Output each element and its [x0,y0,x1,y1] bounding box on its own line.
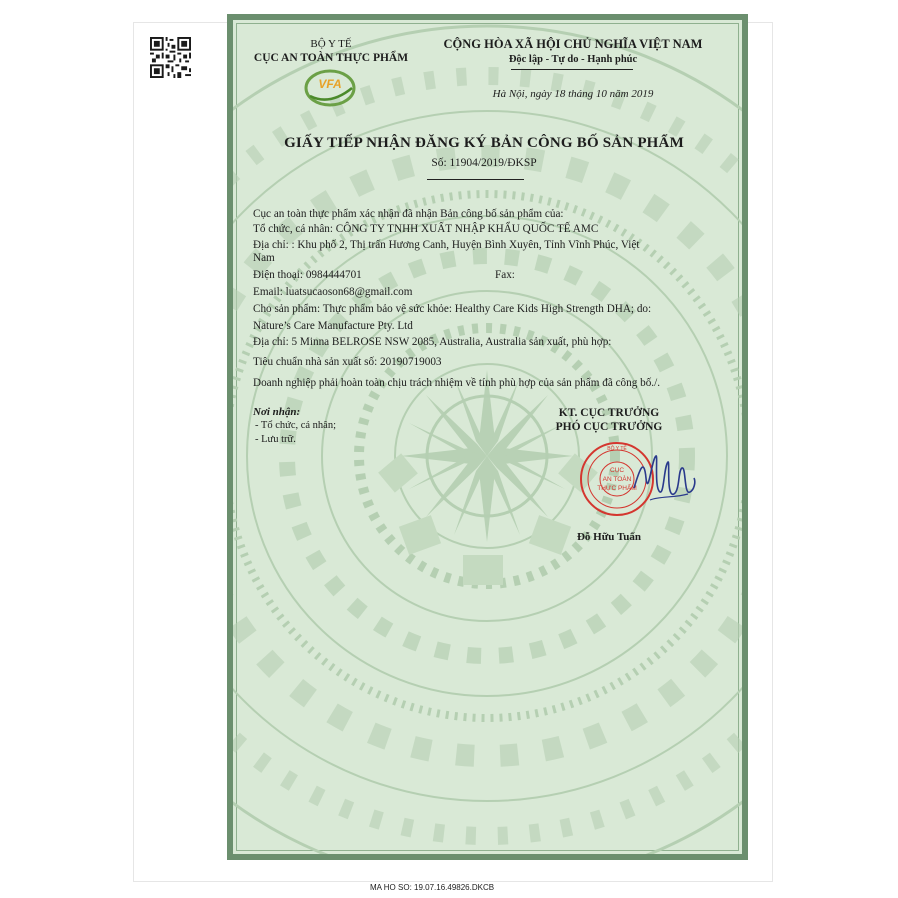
stamp-text-line-1: CỤC [609,467,625,474]
vfa-logo [300,66,360,108]
intro-line: Cục an toàn thực phẩm xác nhận đã nhận Bản công bố sản phẩm của: [253,208,564,220]
email-line: Email: luatsucaoson68@gmail.com [253,286,413,298]
handwritten-signature [630,448,698,508]
address-line-1: Địa chỉ: : Khu phố 2, Thị trấn Hương Canh, Huyện Bình Xuyên, Tỉnh Vĩnh Phúc, Việt [253,239,640,251]
document-number: Số: 11904/2019/ĐKSP [431,157,537,169]
dossier-code: MA HO SO: 19.07.16.49826.DKCB [370,883,495,892]
number-underline [427,179,524,180]
standard-line: Tiêu chuẩn nhà sản xuất số: 20190719003 [253,356,442,368]
recipient-item: - Tổ chức, cá nhân; [255,420,337,431]
responsibility-line: Doanh nghiệp phải hoàn toàn chịu trách nhiệm về tính phù hợp của sản phẩm đã công bố./. [253,377,661,389]
qr-code [150,37,191,78]
stamp-text-line-2: AN TOÀN [602,476,632,483]
stamp-text-line-3: THỰC PHẨM [597,485,637,492]
republic-name: CỘNG HÒA XÃ HỘI CHỦ NGHĨA VIỆT NAM [443,37,703,51]
ministry-name: BỘ Y TẾ [310,38,352,50]
organization-line: Tổ chức, cá nhân: CÔNG TY TNHH XUẤT NHẬP KHẨU QUỐC TẾ AMC [253,223,599,235]
manufacturer-address-line: Địa chỉ: 5 Minna BELROSE NSW 2085, Australia, Australia sản xuất, phù hợp: [253,336,612,348]
department-name: CỤC AN TOÀN THỰC PHẨM [253,52,409,64]
signature-title-line-1: KT. CỤC TRƯỞNG [558,407,660,419]
signature-title-line-2: PHÓ CỤC TRƯỞNG [555,421,663,433]
stamp-ring-text: BỘ Y TẾ [607,446,627,452]
signer-name: Đỗ Hữu Tuấn [576,531,642,543]
fax-line: Fax: [495,269,515,281]
recipient-item: - Lưu trữ. [255,434,296,445]
product-line-2: Nature’s Care Manufacture Pty. Ltd [253,320,413,332]
phone-line: Điện thoại: 0984444701 [253,269,362,281]
national-motto: Độc lập - Tự do - Hạnh phúc [508,54,638,65]
document-title: GIẤY TIẾP NHẬN ĐĂNG KÝ BẢN CÔNG BỐ SẢN PHẨM [284,135,684,151]
motto-underline [511,69,633,70]
product-line-1: Cho sản phẩm: Thực phẩm bảo vệ sức khỏe: Healthy Care Kids High Strength DHA; do: [253,303,652,315]
address-line-2: Nam [253,252,275,264]
vfa-logo-text: VFA [318,77,342,91]
issue-date: Hà Nội, ngày 18 tháng 10 năm 2019 [492,88,654,100]
recipients-title: Nơi nhận: [253,406,301,418]
